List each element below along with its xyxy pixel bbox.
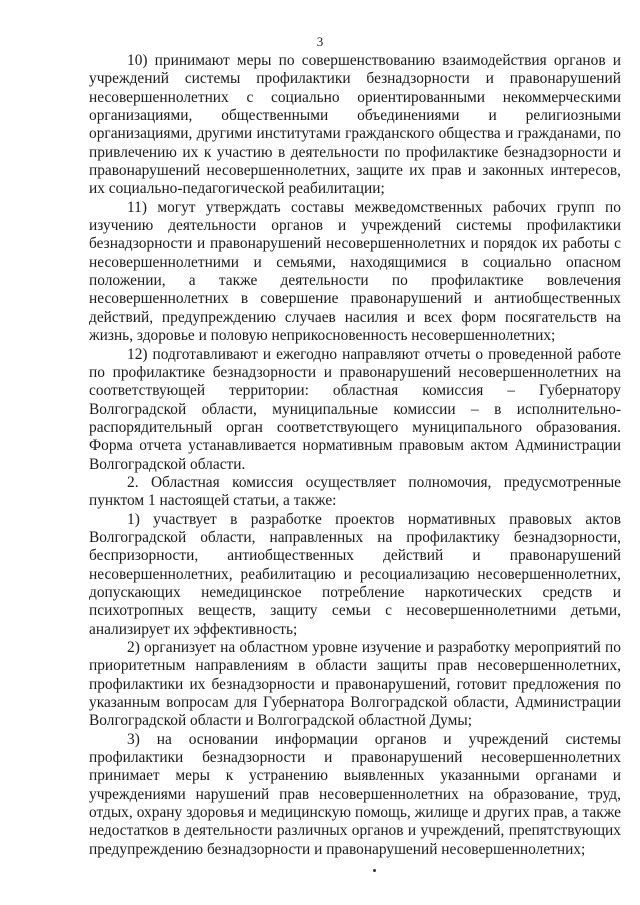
paragraph-item-11: 11) могут утверждать составы межведомственных рабочих групп по изучению деятельности органов и учреждений системы профилактики безнадзорности и правонарушений несовершеннолетних и порядок их работы с несовершеннолетними и семьями, находящимися в социально опасном положении, а также деятельности по профилактике вовлечения несовершеннолетних в совершение правонарушений и антиобщественных действий, предупреждению случаев насилия и всех форм посягательств на жизнь, здоровье и половую неприкосновенность несовершеннолетних; xyxy=(89,198,621,345)
document-body xyxy=(89,52,621,859)
page-number: 3 xyxy=(316,34,324,49)
paragraph-subitem-3: 3) на основании информации органов и учреждений системы профилактики безнадзорности и правонарушений несовершеннолетних принимает меры к устранению выявленных указанными органами и учреждениями нарушений прав несовершеннолетних на образование, труд, отдых, охрану здоровья и медицинскую помощь, жилище и других прав, а также недостатков в деятельности различных органов и учреждений, препятствующих предупреждению безнадзорности и правонарушений несовершеннолетних; xyxy=(89,730,621,858)
scan-speck xyxy=(373,869,376,872)
paragraph-item-10: 10) принимают меры по совершенствованию взаимодействия органов и учреждений системы профилактики безнадзорности и правонарушений несовершеннолетних с социально ориентированными некоммерческими организациями, общественными объединениями и религиозными организациями, другими институтами гражданского общества и гражданами, по привлечению их к участию в деятельности по профилактике безнадзорности и правонарушений несовершеннолетних, защите их прав и законных интересов, их социально-педагогической реабилитации; xyxy=(89,52,621,198)
paragraph-subitem-2: 2) организует на областном уровне изучение и разработку мероприятий по приоритетным направлениям в области защиты прав несовершеннолетних, профилактики их безнадзорности и правонарушений, готовит предложения по указанным вопросам для Губернатора Волгоградской области, Администрации Волгоградской области и Волгоградской областной Думы; xyxy=(89,639,621,730)
paragraph-item-12: 12) подготавливают и ежегодно направляют отчеты о проведенной работе по профилактике безнадзорности и правонарушений несовершеннолетних на соответствующей территории: областная комиссия – Губернатору Волгоградской области, муниципальные комиссии – в исполнительно-распорядительный орган соответствующего муниципального образования. Форма отчета устанавливается нормативным правовым актом Администрации Волгоградской области. xyxy=(89,345,621,473)
paragraph-subitem-1: 1) участвует в разработке проектов нормативных правовых актов Волгоградской области, направленных на профилактику безнадзорности, беспризорности, антиобщественных действий и правонарушений несовершеннолетних, реабилитацию и ресоциализацию несовершеннолетних, допускающих немедицинское потребление наркотических средств и психотропных веществ, защиту семьи с несовершеннолетними детьми, анализирует их эффективность; xyxy=(89,510,621,638)
paragraph-section-2: 2. Областная комиссия осуществляет полномочия, предусмотренные пунктом 1 настоящей статьи, а также: xyxy=(89,473,621,510)
